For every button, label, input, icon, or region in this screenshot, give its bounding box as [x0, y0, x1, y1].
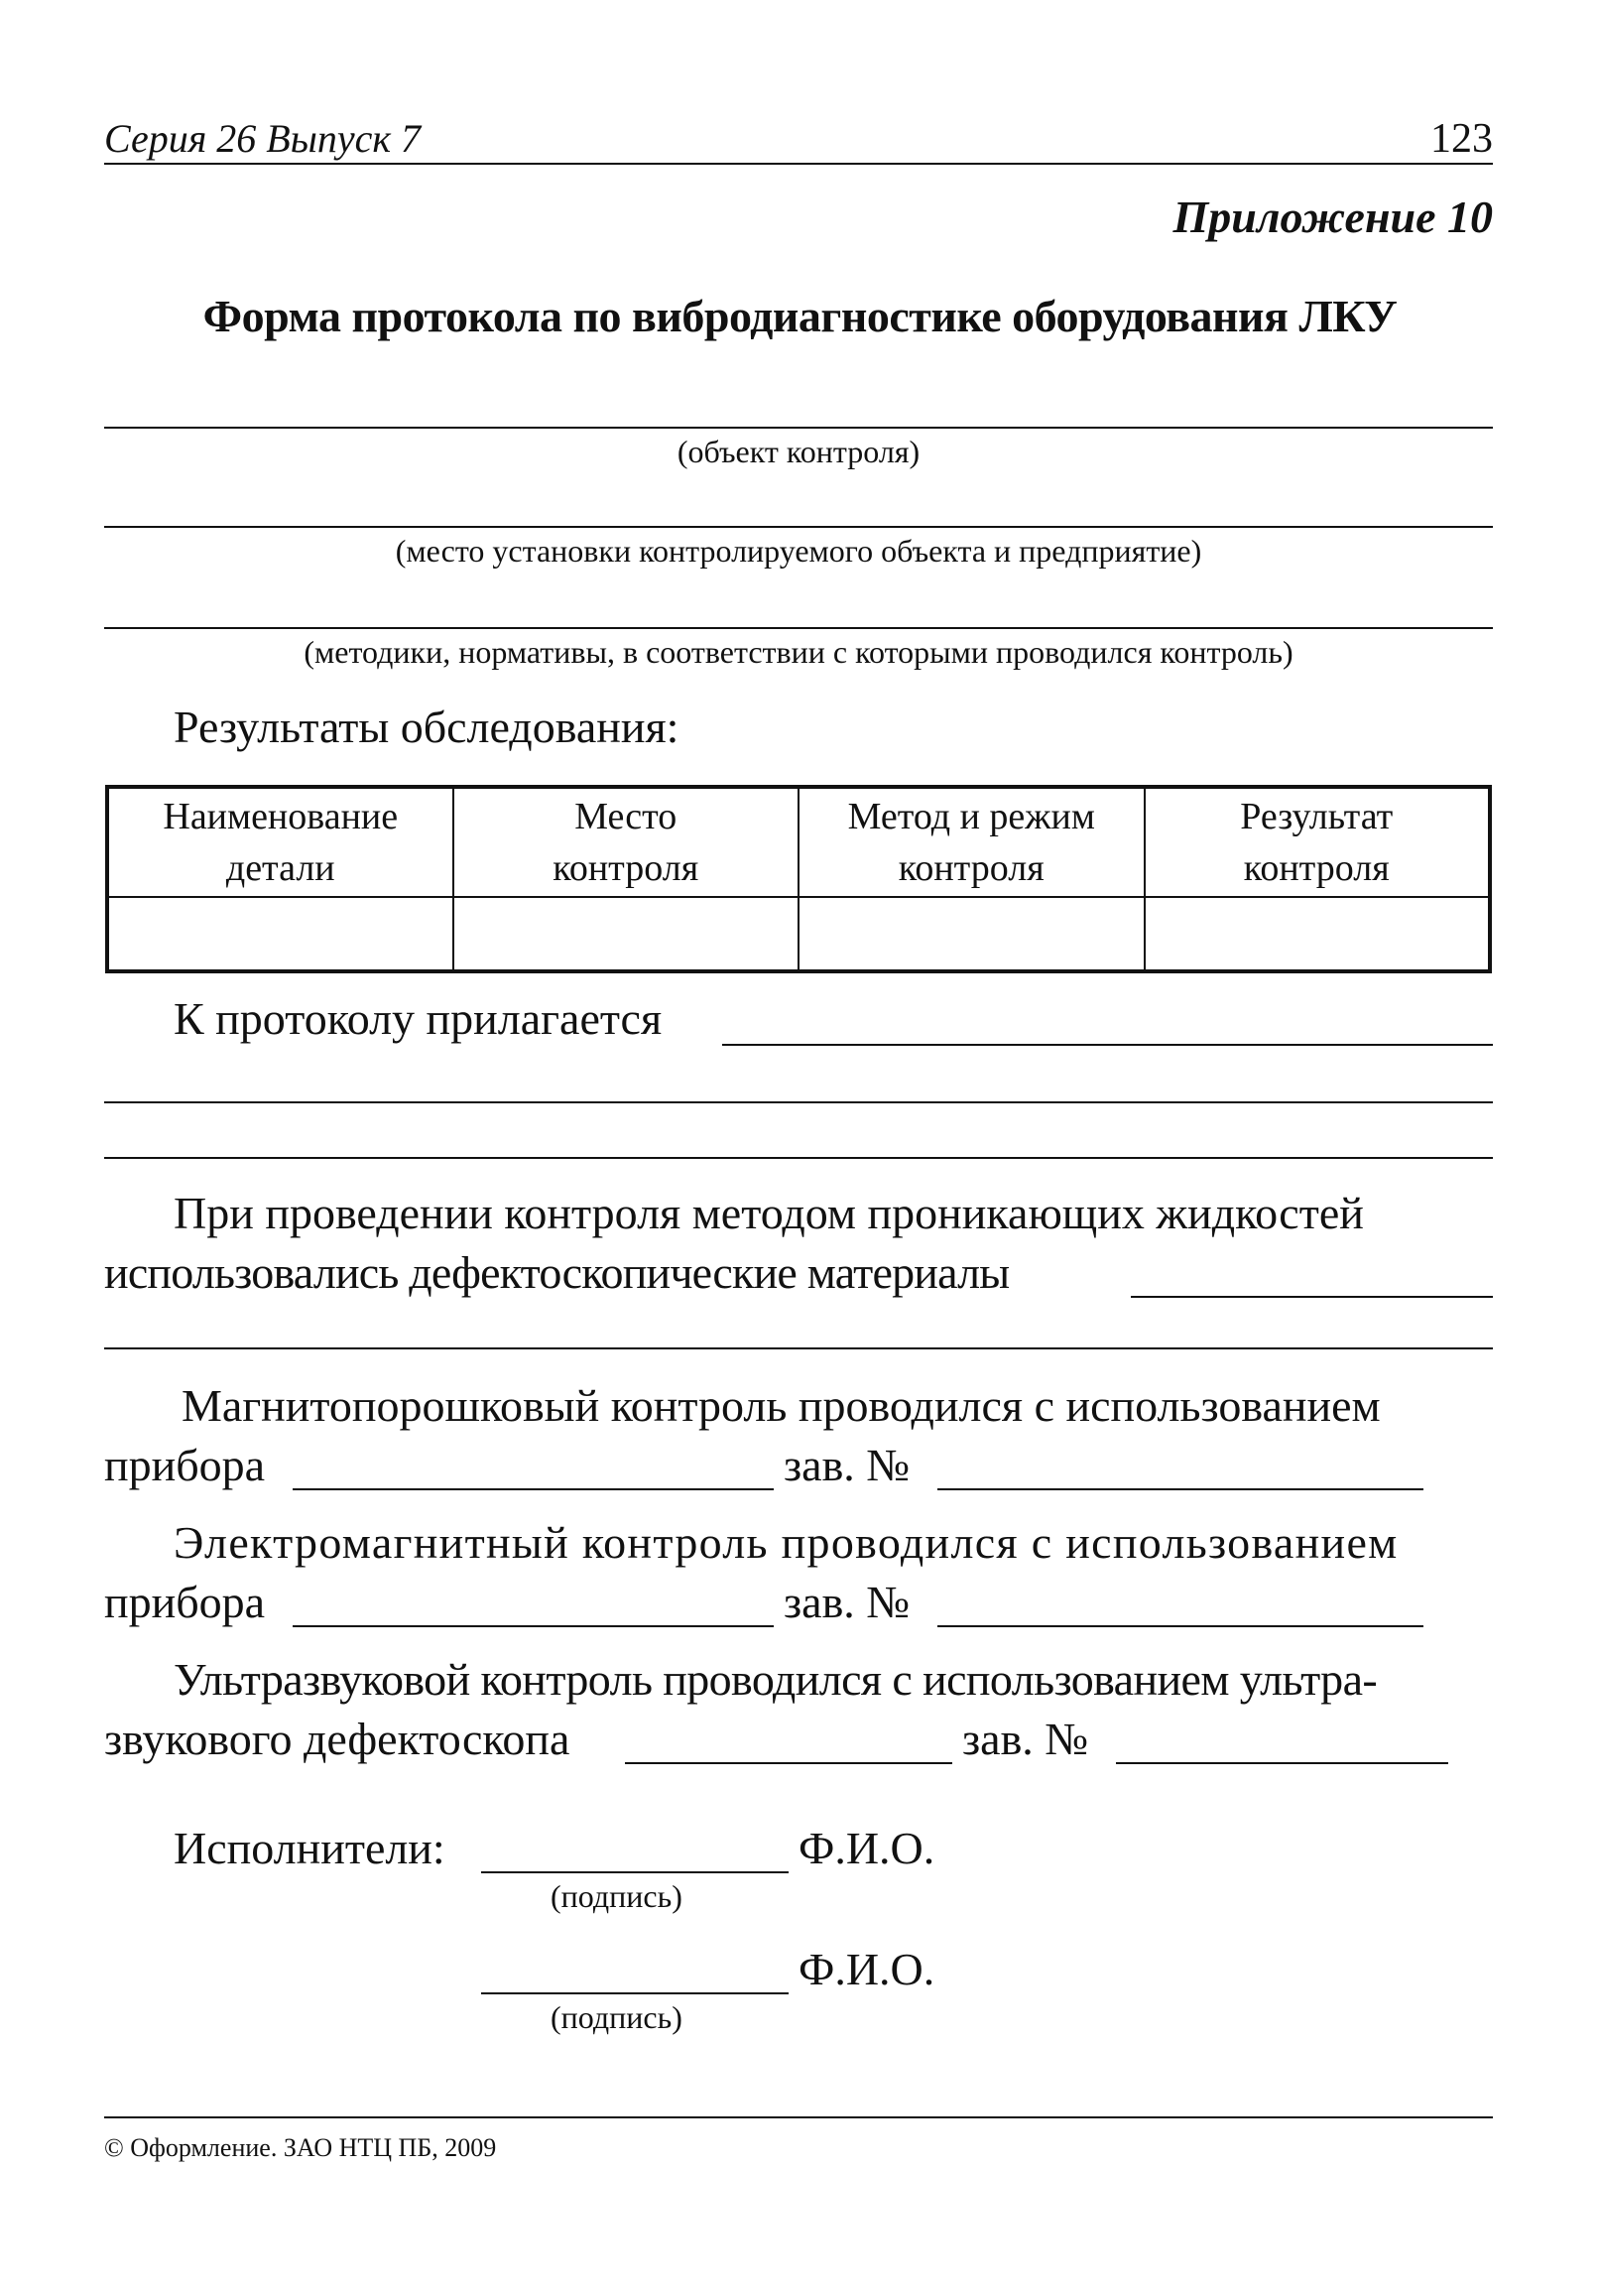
table-cell-location[interactable]: [453, 897, 800, 971]
magnetic-device-field-line[interactable]: [293, 1488, 774, 1490]
penetrant-text-line1: При проведении контроля методом проникающих жидкостей: [174, 1188, 1364, 1238]
column-header-line: контроля: [898, 847, 1045, 889]
table-row: [107, 897, 1490, 971]
methods-caption: (методики, нормативы, в соответствии с которыми проводился контроль): [304, 634, 1293, 670]
table-cell-method[interactable]: [799, 897, 1145, 971]
column-header-line: контроля: [1243, 847, 1390, 889]
document-title: Форма протокола по вибродиагностике оборудования ЛКУ: [202, 291, 1398, 341]
column-header-line: Наименование: [163, 796, 399, 837]
electromagnetic-serial-field-line[interactable]: [937, 1625, 1423, 1627]
attachment-extra-line[interactable]: [104, 1157, 1493, 1159]
electromagnetic-serial-label: зав. №: [784, 1577, 911, 1627]
table-cell-result[interactable]: [1145, 897, 1491, 971]
penetrant-extra-line[interactable]: [104, 1347, 1493, 1349]
footer-copyright: © Оформление. ЗАО НТЦ ПБ, 2009: [104, 2133, 497, 2162]
attachment-field-line[interactable]: [722, 1044, 1493, 1046]
results-table: [105, 785, 1492, 973]
location-field-line[interactable]: [104, 526, 1493, 528]
signature-field-line-1[interactable]: [481, 1871, 789, 1873]
column-header-location: [453, 787, 800, 897]
object-field-line[interactable]: [104, 427, 1493, 429]
column-header-method: [799, 787, 1145, 897]
ultrasonic-serial-field-line[interactable]: [1116, 1762, 1448, 1764]
magnetic-serial-field-line[interactable]: [937, 1488, 1423, 1490]
methods-field-line[interactable]: [104, 627, 1493, 629]
appendix-label: Приложение 10: [1172, 191, 1493, 242]
ultrasonic-device-field-line[interactable]: [625, 1762, 952, 1764]
header-rule: [104, 163, 1493, 165]
column-header-line: контроля: [553, 847, 699, 889]
attachment-label: К протоколу прилагается: [174, 993, 663, 1044]
column-header-line: Метод и режим: [847, 796, 1095, 837]
results-heading: Результаты обследования:: [174, 702, 679, 752]
column-header-line: Результат: [1240, 796, 1394, 837]
location-caption: (место установки контролируемого объекта и предприятие): [395, 533, 1202, 569]
page-number: 123: [1430, 116, 1493, 162]
signature-field-line-2[interactable]: [481, 1992, 789, 1994]
ultrasonic-text-line1: Ультразвуковой контроль проводился с использованием ультра-: [174, 1654, 1378, 1705]
series-label: Серия 26 Выпуск 7: [104, 116, 422, 161]
magnetic-serial-label: зав. №: [784, 1440, 911, 1490]
attachment-extra-line[interactable]: [104, 1101, 1493, 1103]
table-cell-part-name[interactable]: [107, 897, 453, 971]
object-caption: (объект контроля): [677, 434, 921, 469]
ultrasonic-text-line2: звукового дефектоскопа: [104, 1714, 570, 1764]
magnetic-text-line1: Магнитопорошковый контроль проводился с использованием: [182, 1380, 1381, 1431]
column-header-line: Место: [574, 796, 677, 837]
column-header-result: [1145, 787, 1491, 897]
footer-rule: [104, 2116, 1493, 2118]
fio-label-1: Ф.И.О.: [799, 1823, 935, 1873]
electromagnetic-device-label: прибора: [104, 1577, 266, 1627]
penetrant-text-line2: использовались дефектоскопические материалы: [104, 1247, 1010, 1298]
signature-caption-2: (подпись): [551, 1999, 682, 2035]
performers-label: Исполнители:: [174, 1823, 445, 1873]
column-header-part-name: [107, 787, 453, 897]
magnetic-device-label: прибора: [104, 1440, 266, 1490]
column-header-line: детали: [225, 847, 335, 889]
electromagnetic-text-line1: Электромагнитный контроль проводился с использованием: [174, 1517, 1399, 1568]
penetrant-materials-field-line[interactable]: [1131, 1296, 1493, 1298]
electromagnetic-device-field-line[interactable]: [293, 1625, 774, 1627]
results-table-header-row: [107, 787, 1490, 897]
fio-label-2: Ф.И.О.: [799, 1944, 935, 1994]
signature-caption-1: (подпись): [551, 1878, 682, 1914]
ultrasonic-serial-label: зав. №: [962, 1714, 1089, 1764]
